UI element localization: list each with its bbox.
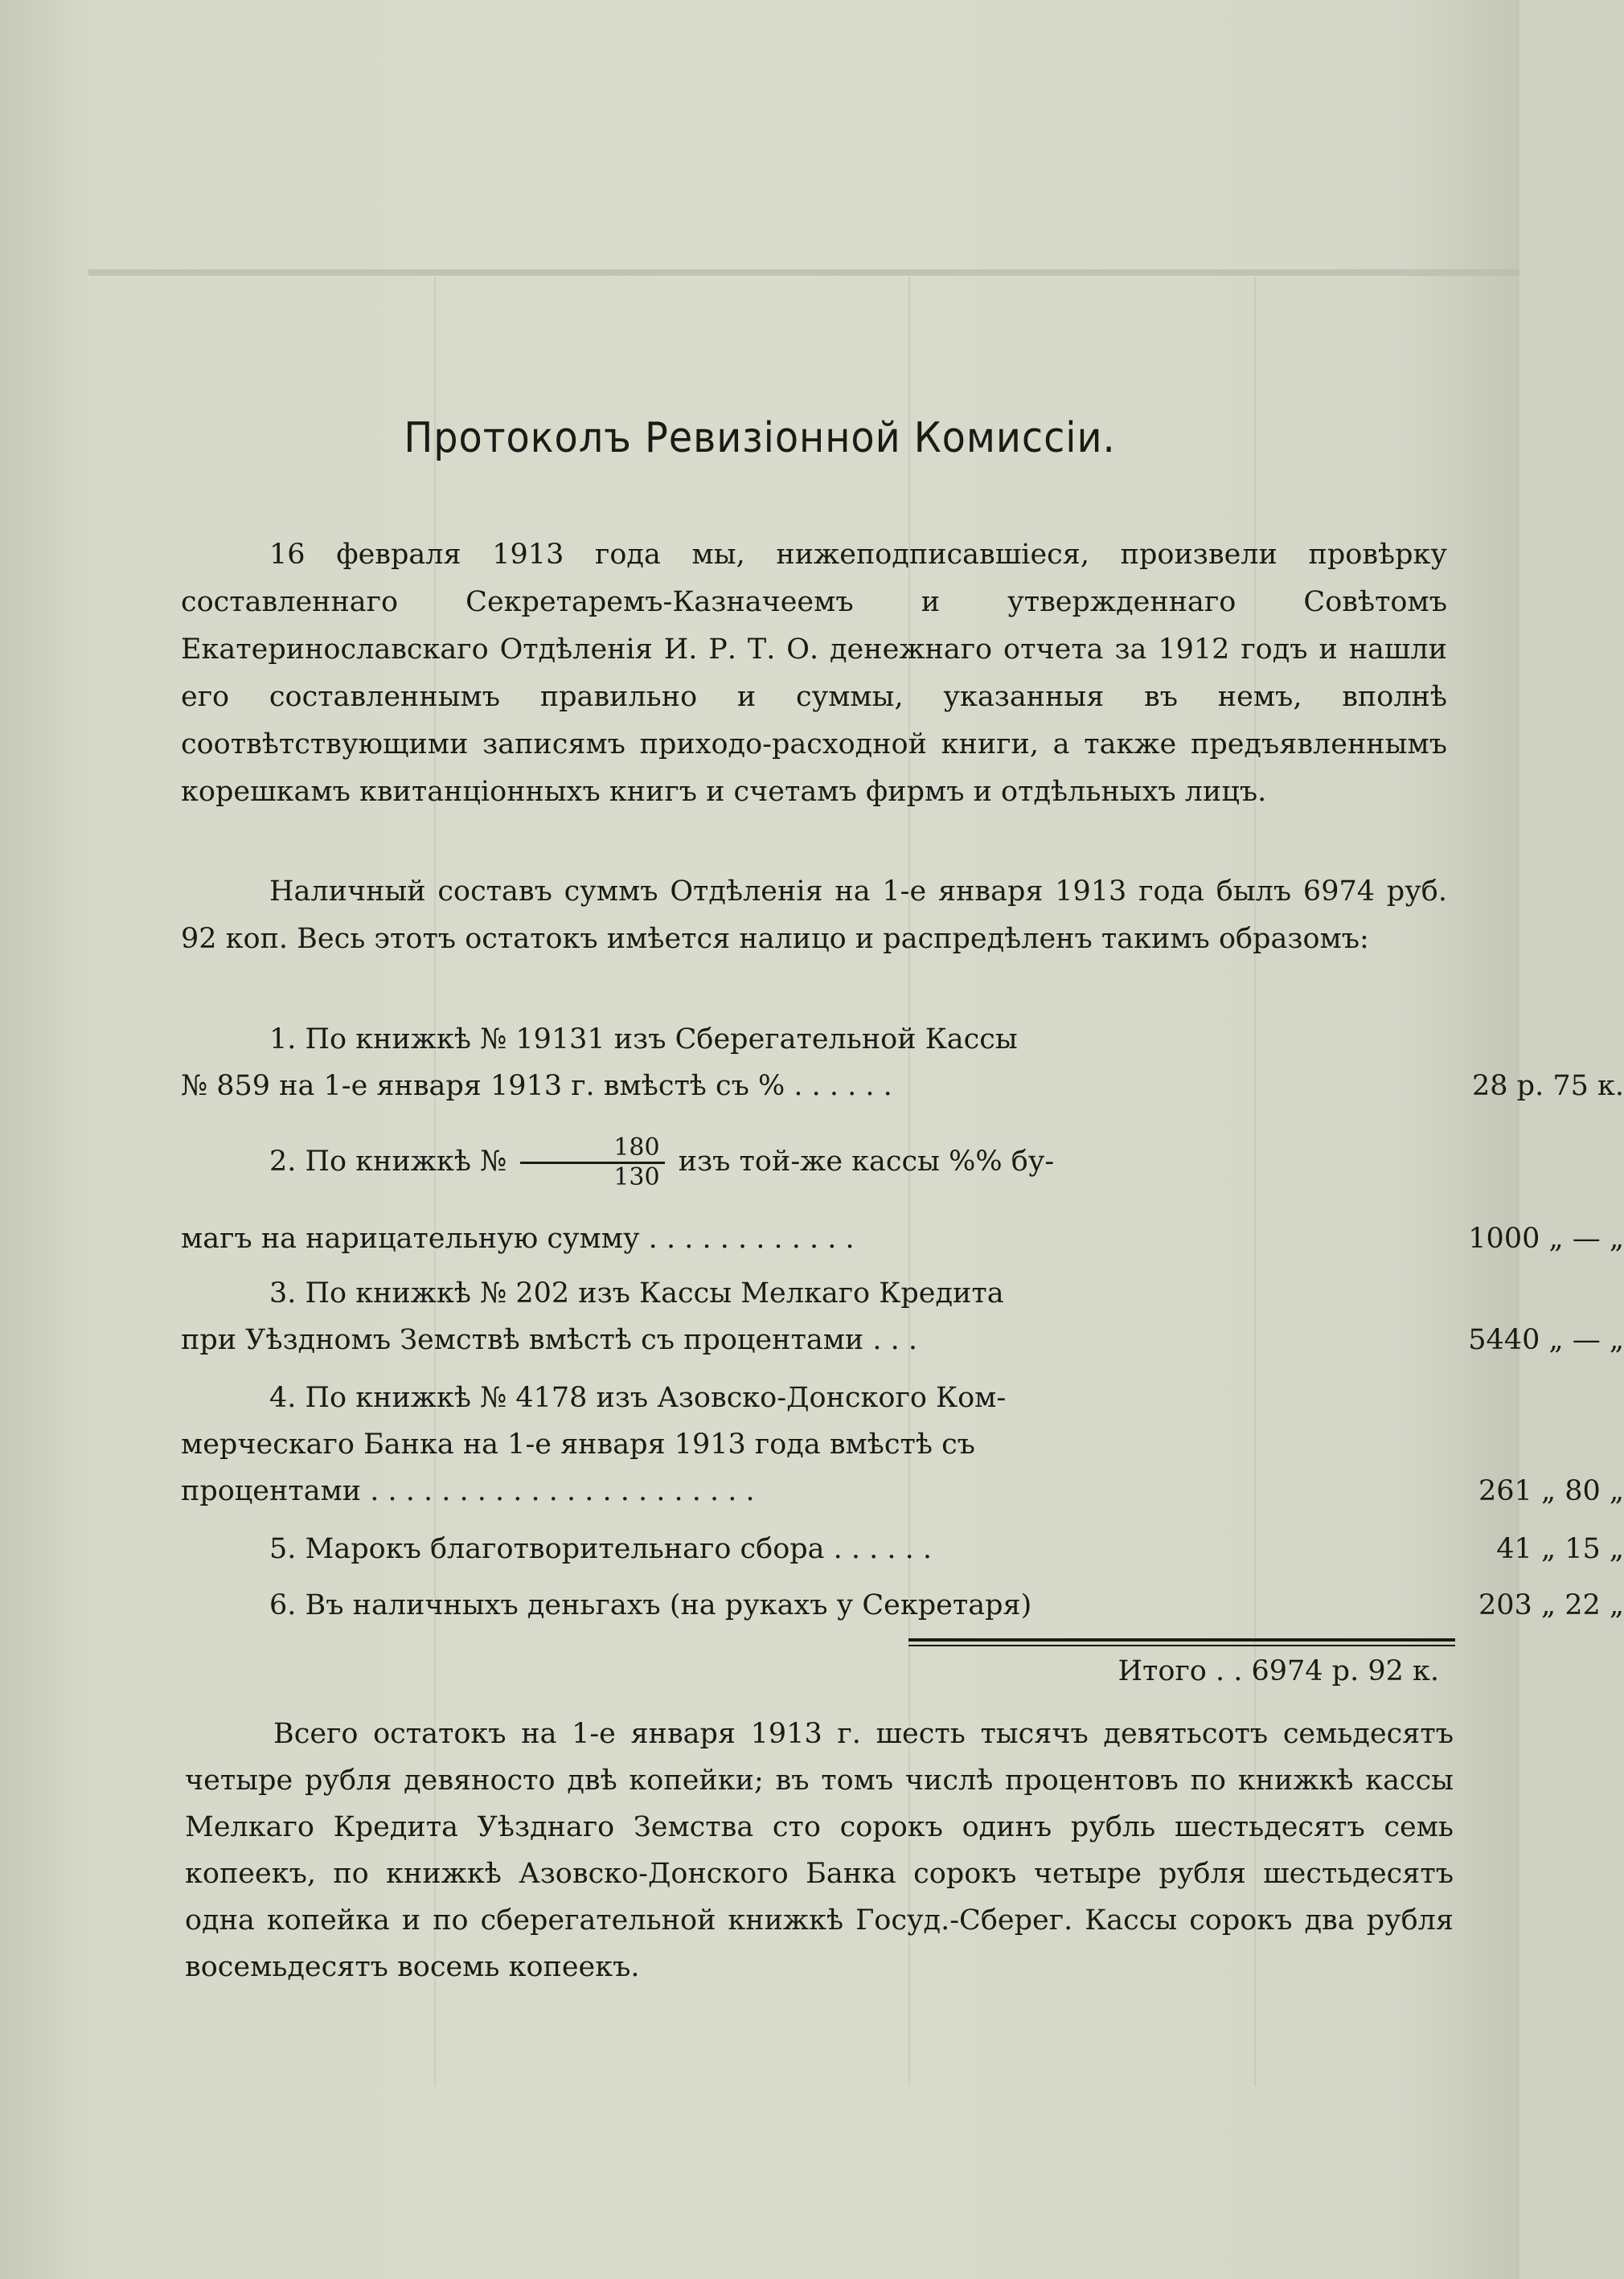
item-amount: 261 „ 80 „ — [1478, 1475, 1624, 1507]
item-line: 6. Въ наличныхъ деньгахъ (на рукахъ у Секретаря) — [269, 1589, 1032, 1621]
fraction — [520, 1134, 664, 1191]
item-line: 3. По книжкѣ № 202 изъ Кассы Мелкаго Кредита — [269, 1277, 1004, 1310]
item-line: 5. Марокъ благотворительнаго сбора . . . . . . — [269, 1533, 933, 1565]
item-line: 1. По книжкѣ № 19131 изъ Сберегательной Кассы — [269, 1023, 1018, 1055]
fraction-numerator: 180 — [520, 1134, 664, 1164]
paragraph-balance: Наличный составъ суммъ Отдѣленія на 1-е января 1913 года былъ 6974 руб. 92 коп. Весь этотъ остатокъ имѣется налицо и распредѣленъ такимъ образомъ: — [181, 875, 1447, 955]
paragraph-summary: Всего остатокъ на 1-е января 1913 г. шесть тысячъ девятьсотъ семьдесятъ четыре рубля девяносто двѣ копейки; въ томъ числѣ процентовъ по книжкѣ кассы Мелкаго Кредита Уѣзднаго Земства сто сорокъ одинъ рубль шестьдесятъ семь копеекъ, по книжкѣ Азовско-Донского Банка сорокъ четыре рубля шестьдесятъ одна копейка и по сберегательной книжкѣ Госуд.-Сберег. Кассы сорокъ два рубля восемьдесятъ восемь копеекъ. — [185, 1718, 1454, 1983]
item-line: процентами . . . . . . . . . . . . . . . . . . . . . . — [181, 1475, 755, 1507]
item-line: изъ той-же кассы %% бу- — [678, 1146, 1055, 1178]
fraction-denominator: 130 — [613, 1163, 660, 1191]
item-amount: 28 р. 75 к. — [1472, 1070, 1624, 1102]
item-amount: 203 „ 22 „ — [1478, 1589, 1624, 1621]
item-line: мерческаго Банка на 1-е января 1913 года вмѣстѣ съ — [181, 1428, 975, 1461]
total-rule — [908, 1645, 1455, 1646]
item-line: № 859 на 1-е января 1913 г. вмѣстѣ съ % . . . . . . — [181, 1070, 892, 1102]
item-amount: 1000 „ — „ — [1468, 1223, 1624, 1255]
total-line: Итого . . 6974 р. 92 к. — [1118, 1655, 1439, 1687]
paragraph-audit: 16 февраля 1913 года мы, нижеподписавшіеся, произвели провѣрку составленнаго Секретаремъ-Казначеемъ и утвержденнаго Совѣтомъ Екатеринославскаго Отдѣленія И. Р. Т. О. денежнаго отчета за 1912 годъ и нашли его составленнымъ правильно и суммы, указанныя въ немъ, вполнѣ соотвѣтствующими записямъ приходо-расходной книги, а также предъявленнымъ корешкамъ квитанціонныхъ книгъ и счетамъ фирмъ и отдѣльныхъ лицъ. — [181, 539, 1447, 808]
item-line: при Уѣздномъ Земствѣ вмѣстѣ съ процентами . . . — [181, 1324, 917, 1356]
page-title: Протоколъ Ревизіонной Комиссіи. — [404, 414, 1116, 462]
item-line: 4. По книжкѣ № 4178 изъ Азовско-Донского Ком- — [269, 1382, 1007, 1414]
item-line: магъ на нарицательную сумму . . . . . . . . . . . . — [181, 1223, 855, 1255]
item-amount: 41 „ 15 „ — [1496, 1533, 1624, 1565]
total-rule — [908, 1638, 1455, 1642]
item-line: 2. По книжкѣ № — [269, 1146, 507, 1178]
item-amount: 5440 „ — „ — [1468, 1324, 1624, 1356]
show-through-rule — [88, 269, 1519, 276]
